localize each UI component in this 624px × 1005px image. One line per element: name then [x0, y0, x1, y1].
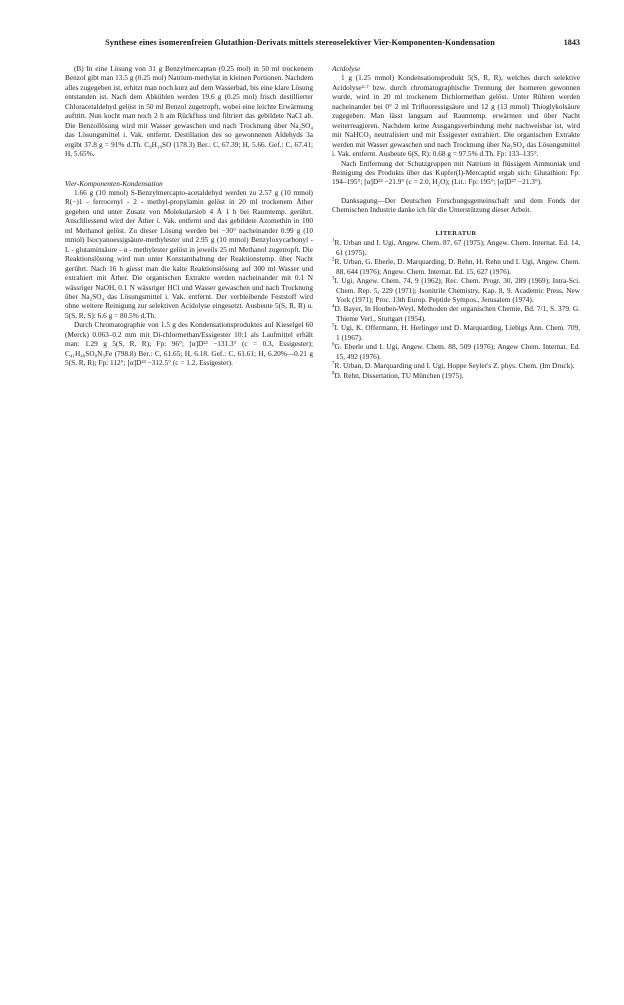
- reference-text: R. Urban, D. Marquarding und I. Ugi, Hoppe Seyler's Z. phys. Chem. (Im Druck).: [334, 361, 575, 371]
- reference-number: 7: [332, 361, 335, 367]
- reference-item: [332, 371, 580, 380]
- reference-text: D. Bayer, In Houben-Weyl, Methoden der organischen Chemie, Bd. 7/1, S. 379. G. Thieme Verl., Stuttgart (1954).: [334, 304, 580, 323]
- reference-number: 4: [332, 305, 335, 310]
- acknowledgement: Danksagung—Der Deutschen Forschungsgemeinschaft und dem Fonds der Chemischen Industrie danke ich für die Unterstützung dieser Arbeit.: [332, 195, 580, 215]
- reference-text: I. Ugi, Angew. Chem. 74, 9 (1962); Rec. Chem. Progr. 30, 289 (1969); Intra-Sci. Chem. Rep. 5, 229 (1971); Isonitrile Chemistry, Kap. 8, 9. Academic Press, New York (1971); Proc. 13th Europ. Peptide Sympos., Jerusalem (1974).: [334, 276, 580, 304]
- paragraph-deprotection: Nach Entfernung der Schutzgruppen mit Natrium in flüssigem Ammoniak und Reinigung des Produkts über das Kupfer(I)-Mercaptid ergab sich: Glutathion: Fp: 194–195°; [α]D²³ −21.9° (c = 2.0, H₂O); (Lit.: Fp: 195°; [α]D²⁷ −21.3°).: [332, 158, 580, 187]
- reference-item: [332, 276, 580, 304]
- page-number: 1843: [563, 38, 580, 47]
- reference-text: G. Eberle und I. Ugi, Angew. Chem. 88, 509 (1976); Angew Chem. Internat. Ed. 15, 492 (1976).: [334, 342, 580, 361]
- reference-number: 8: [332, 371, 335, 377]
- reference-item: [332, 323, 580, 342]
- reference-number: 2: [332, 257, 335, 263]
- reference-number: 6: [332, 342, 335, 348]
- section-heading-acidolyse: Acidolyse: [332, 64, 361, 73]
- reference-list: [332, 238, 580, 380]
- reference-number: 3: [332, 276, 335, 282]
- left-column: [65, 64, 313, 368]
- section-heading-vier-komponenten: Vier-Komponenten-Kondensation: [65, 178, 163, 188]
- references-heading: LITERATUR: [435, 229, 477, 237]
- reference-item: [332, 342, 580, 361]
- reference-number: 1: [332, 238, 335, 244]
- reference-item: [332, 304, 580, 323]
- reference-text: R. Urban, G. Eberle, D. Marquarding, D. Rehn, H. Rehn und I. Ugi, Angew. Chem. 88, 644 (1976); Angew. Chem. Internat. Ed. 15, 627 (1976).: [334, 257, 580, 276]
- reference-item: [332, 257, 580, 276]
- reference-item: [332, 361, 580, 370]
- paragraph-acidolysis: 1 g (1.25 mmol) Kondensationsprodukt 5(S, R, R), welches durch selektive Acidolyse²·⁷ bzw. durch chromatographische Trennung der Isomeren gewonnen wurde, wird in 20 ml trockenem Dichlormethan gelöst. Unter Rühren werden nacheinander bei 0° 2 ml Trifluoressigsäure und 12 g (13 mmol) Thioglykolsäure zugegeben. Man lässt langsam auf Raumtemp. erwärmen und über Nacht weiterreagieren. Nachdem keine Ausgangsverbindung mehr nachweisbar ist, wird mit NaHCO₃ neutralisiert und mit Essigester extrahiert. Die organischen Extrakte werden mit Wasser gewaschen und nach Trocknung über Na₂SO₄ das Lösungsmittel i. Vak. entfernt. Ausbeute 6(S, R): 0.68 g = 97.5% d.Th. Fp: 133–135°.: [332, 73, 580, 159]
- paragraph-condensation: 1.66 g (10 mmol) S-Benzylmercapto-acetaldehyd werden zu 2.57 g (10 mmol) R(−)1 - ferrocenyl - 2 - methyl-propylamin gelöst in 20 ml trockenem Äther gegeben und unter Zusatz von Molekularsieb 4 Å 1 h bei Raumtemp. gerührt. Anschliessend wird der Äther i. Vak. entfernt und das gebildete Azomethin in 100 ml Methanol gelöst. Zu dieser Lösung werden bei −30° nacheinander 0.99 g (10 mmol) Isocyanoessigsäure-methylester und 2.95 g (10 mmol) Benzyloxycarbonyl - L - glutaminsäure - α - methylester gelöst in jeweils 25 ml Methanol zugetropft. Die Reaktionslösung wird nun unter Konstanthaltung der Reaktionstemp. über Nacht gerührt. Nach 16 h giesst man die kalte Reaktionslösung auf 300 ml Wasser und extrahiert mit Äther. Die organischen Extrakte werden nacheinander mit 0.1 N wässriger NaOH, 0.1 N wässriger HCl und Wasser gewaschen und nach Trocknung über Na₂SO₄ das Lösungsmittel i. Vak. entfernt. Der verbleibende Feststoff wird ohne weitere Reinigung zur selektiven Acidolyse eingesetzt. Ausbeute 5(S, R, R) u. 5(S, R, S): 6.6 g = 80.5% d.Th.: [65, 187, 313, 320]
- reference-item: [332, 238, 580, 257]
- reference-text: D. Rehn, Dissertation, TU München (1975).: [334, 370, 464, 380]
- reference-text: R. Urban und I. Ugi, Angew. Chem. 87, 67 (1975); Angew. Chem. Internat. Ed. 14, 61 (1975).: [334, 238, 580, 257]
- reference-text: I. Ugi, K. Offermann, H. Herlinger und D. Marquarding, Liebigs Ann. Chem. 709, 1 (1967).: [334, 323, 580, 342]
- paragraph-chromatography: Durch Chromatographie von 1.5 g des Kondensationsproduktes auf Kieselgel 60 (Merck) 0.063–0.2 mm mit Di-chlormethan/Essigester 10:1 als Laufmittel erhält man: 1.29 g 5(S, R, R); Fp: 96°; [α]D²³ −131.3° (c = 0.3, Essigester); C₄₁H₄₉SO₈N₃Fe (798.8) Ber.: C, 61.65; H, 6.18. Gef.: C, 61.61; H, 6.20%—0.21 g 5(S, R, R); Fp: 112°; [α]D²³ −312.5° (c = 1.2, Essigester).: [65, 320, 313, 368]
- paragraph-procedure-b: (B) In eine Lösung von 31 g Benzylmercaptan (0.25 mol) in 50 ml trockenem Benzol gibt man 13.5 g (0.25 mol) Natrium-methylat in kleinen Portionen. Nachdem alles zugegeben ist, erhitzt man noch kurz auf dem Wasserbad, bis eine klare Lösung entstanden ist. Nach dem Abkühlen werden 19.6 g (0.25 mol) frisch destillierter Chloracetaldehyd gelöst in 50 ml Benzol zugetropft, wobei eine leichte Erwärmung auftritt. Nun kocht man noch 2 h am Rückfluss und filtriert das gebildete NaCl ab. Die Benzollösung wird mit Wasser gewaschen und nach Trocknung über Na₂SO₄ das Lösungsmittel i. Vak. entfernt. Destillation des so gewonnenen Aldehyds 3a ergibt 37.8 g = 91% d.Th. C₉H₁₀SO (178.3) Ber.: C, 67.39; H, 5.66. Gef.: C, 67.41; H, 5.65%.: [65, 64, 313, 159]
- right-column: [332, 64, 580, 380]
- page-header: [60, 38, 580, 52]
- running-title: Synthese eines isomerenfreien Glutathion-Derivats mittels stereoselektiver Vier-Komponenten-Kondensation: [105, 38, 495, 47]
- reference-number: 5: [332, 323, 335, 329]
